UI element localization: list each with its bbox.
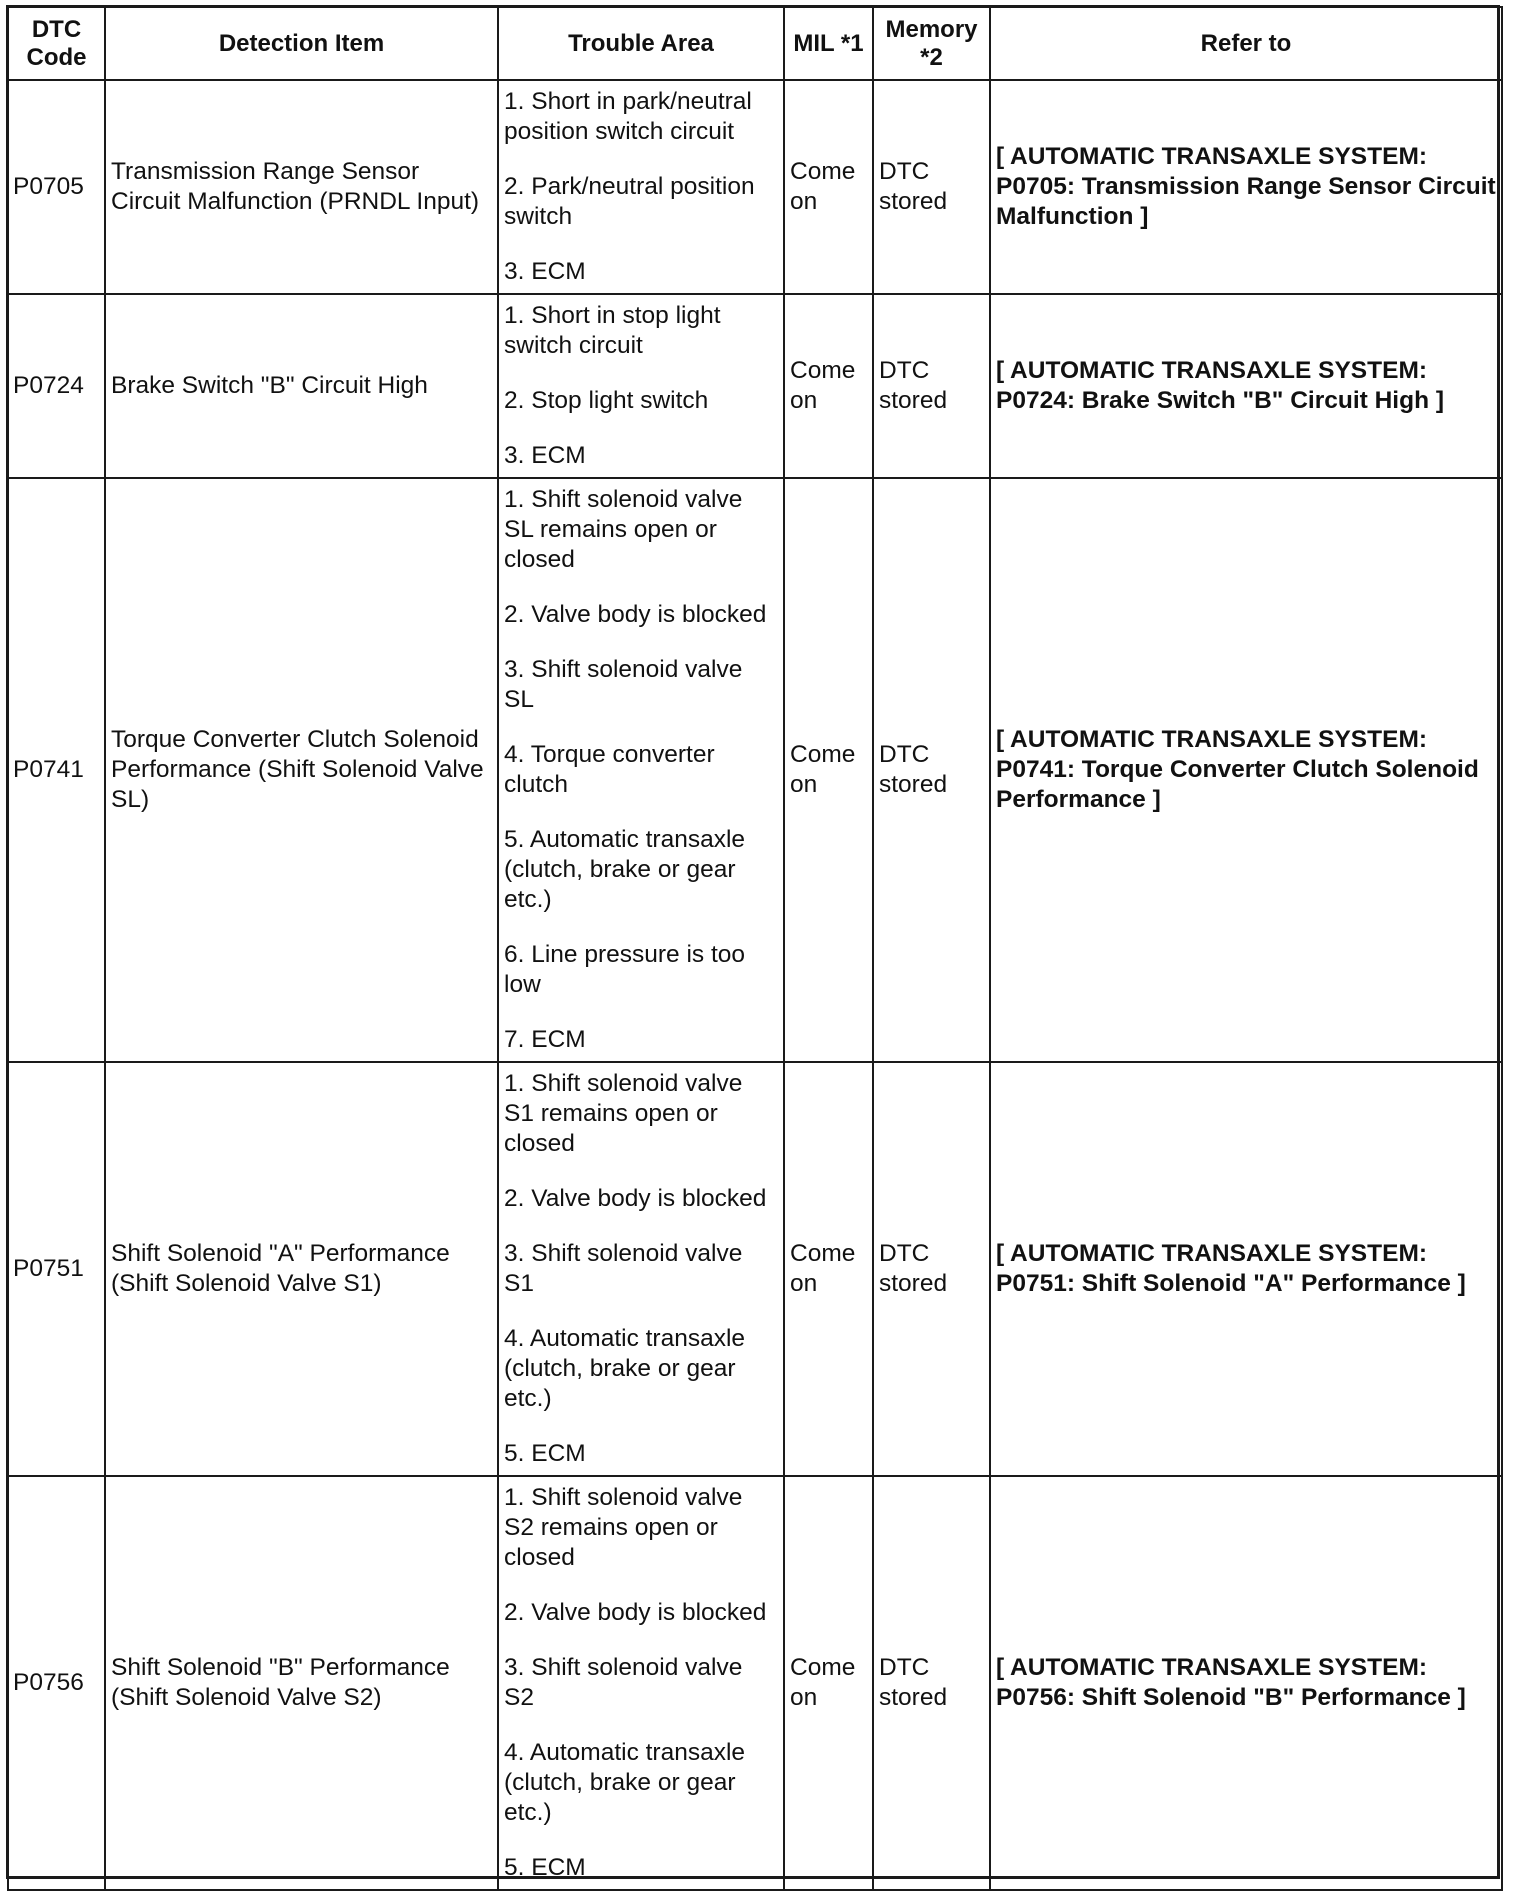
trouble-area-item: 4. Torque converter clutch xyxy=(504,741,715,798)
trouble-area-cell xyxy=(498,1062,784,1476)
header-memory-line2: *2 xyxy=(920,43,943,71)
trouble-area-item: 4. Automatic transaxle (clutch, brake or gear etc.) xyxy=(504,1325,746,1412)
trouble-area-item: 1. Shift solenoid valve S2 remains open or closed xyxy=(504,1484,743,1571)
table-row xyxy=(8,1062,1502,1476)
header-row xyxy=(8,7,1502,80)
trouble-area-cell xyxy=(498,1476,784,1890)
table-header xyxy=(8,7,1502,80)
mil-cell: Come on xyxy=(784,80,873,294)
trouble-area-item: 2. Park/neutral position switch xyxy=(504,173,755,230)
detection-item-cell: Transmission Range Sensor Circuit Malfunction (PRNDL Input) xyxy=(105,80,498,294)
header-memory xyxy=(873,7,990,80)
header-refer-to: Refer to xyxy=(990,7,1502,80)
memory-cell: DTC stored xyxy=(873,294,990,478)
memory-cell: DTC stored xyxy=(873,80,990,294)
trouble-area-cell xyxy=(498,294,784,478)
trouble-area-item: 1. Short in park/neutral position switch circuit xyxy=(504,88,752,145)
header-memory-line1: Memory xyxy=(885,15,978,43)
refer-to-cell: [ AUTOMATIC TRANSAXLE SYSTEM: P0741: Torque Converter Clutch Solenoid Performance ] xyxy=(990,478,1502,1062)
refer-to-cell: [ AUTOMATIC TRANSAXLE SYSTEM: P0751: Shift Solenoid "A" Performance ] xyxy=(990,1062,1502,1476)
refer-to-cell: [ AUTOMATIC TRANSAXLE SYSTEM: P0724: Brake Switch "B" Circuit High ] xyxy=(990,294,1502,478)
dtc-code-cell: P0724 xyxy=(8,294,105,478)
header-mil: MIL *1 xyxy=(784,7,873,80)
trouble-area-item: 7. ECM xyxy=(504,1026,586,1053)
trouble-area-item: 3. ECM xyxy=(504,442,586,469)
mil-cell: Come on xyxy=(784,1476,873,1890)
dtc-code-cell: P0705 xyxy=(8,80,105,294)
mil-cell: Come on xyxy=(784,294,873,478)
detection-item-cell: Brake Switch "B" Circuit High xyxy=(105,294,498,478)
dtc-code-cell: P0756 xyxy=(8,1476,105,1890)
trouble-area-item: 5. Automatic transaxle (clutch, brake or gear etc.) xyxy=(504,826,746,913)
trouble-area-cell xyxy=(498,478,784,1062)
dtc-code-cell: P0751 xyxy=(8,1062,105,1476)
refer-to-cell: [ AUTOMATIC TRANSAXLE SYSTEM: P0756: Shift Solenoid "B" Performance ] xyxy=(990,1476,1502,1890)
memory-cell: DTC stored xyxy=(873,1062,990,1476)
dtc-code-cell: P0741 xyxy=(8,478,105,1062)
trouble-area-cell xyxy=(498,80,784,294)
detection-item-cell: Shift Solenoid "A" Performance (Shift Solenoid Valve S1) xyxy=(105,1062,498,1476)
table-row xyxy=(8,294,1502,478)
trouble-area-item: 3. Shift solenoid valve S1 xyxy=(504,1240,743,1297)
trouble-area-item: 1. Shift solenoid valve SL remains open or closed xyxy=(504,486,743,573)
trouble-area-item: 1. Short in stop light switch circuit xyxy=(504,302,721,359)
memory-cell: DTC stored xyxy=(873,1476,990,1890)
table-row xyxy=(8,80,1502,294)
trouble-area-item: 6. Line pressure is too low xyxy=(504,941,746,998)
trouble-area-item: 2. Valve body is blocked xyxy=(504,601,767,628)
header-trouble-area: Trouble Area xyxy=(498,7,784,80)
trouble-area-item: 5. ECM xyxy=(504,1440,586,1467)
mil-cell: Come on xyxy=(784,1062,873,1476)
detection-item-cell: Torque Converter Clutch Solenoid Performance (Shift Solenoid Valve SL) xyxy=(105,478,498,1062)
table-body xyxy=(8,80,1502,1890)
trouble-area-item: 3. Shift solenoid valve S2 xyxy=(504,1654,743,1711)
mil-cell: Come on xyxy=(784,478,873,1062)
trouble-area-item: 2. Valve body is blocked xyxy=(504,1599,767,1626)
header-dtc-code xyxy=(8,7,105,80)
dtc-table xyxy=(7,6,1503,1891)
trouble-area-item: 3. ECM xyxy=(504,258,586,285)
header-dtc-code-line2: Code xyxy=(26,43,87,71)
trouble-area-item: 5. ECM xyxy=(504,1854,586,1881)
trouble-area-item: 1. Shift solenoid valve S1 remains open or closed xyxy=(504,1070,743,1157)
detection-item-cell: Shift Solenoid "B" Performance (Shift Solenoid Valve S2) xyxy=(105,1476,498,1890)
trouble-area-item: 4. Automatic transaxle (clutch, brake or gear etc.) xyxy=(504,1739,746,1826)
trouble-area-item: 3. Shift solenoid valve SL xyxy=(504,656,743,713)
table-row xyxy=(8,478,1502,1062)
trouble-area-item: 2. Valve body is blocked xyxy=(504,1185,767,1212)
header-dtc-code-line1: DTC xyxy=(31,15,82,43)
header-detection-item: Detection Item xyxy=(105,7,498,80)
trouble-area-item: 2. Stop light switch xyxy=(504,387,709,414)
refer-to-cell: [ AUTOMATIC TRANSAXLE SYSTEM: P0705: Transmission Range Sensor Circuit Malfunction ] xyxy=(990,80,1502,294)
table-row xyxy=(8,1476,1502,1890)
memory-cell: DTC stored xyxy=(873,478,990,1062)
